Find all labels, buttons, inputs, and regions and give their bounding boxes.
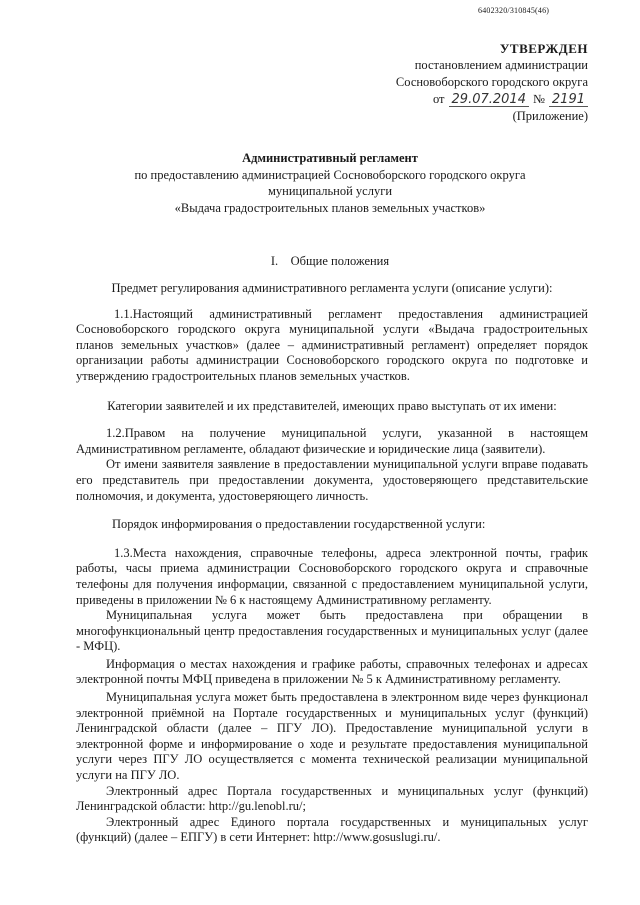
approval-line-2: Сосновоборского городского округа xyxy=(395,75,588,89)
paragraph-portal-lo: Электронный адрес Портала государственных и муниципальных услуг (функций) Ленинградской области: http://gu.lenobl.ru/; xyxy=(76,783,588,814)
subject-heading: Предмет регулирования административного регламента услуги (описание услуги): xyxy=(111,281,553,295)
section-heading: I. Общие положения xyxy=(270,254,390,268)
approval-number-sign: № xyxy=(532,92,545,106)
info-heading: Порядок информирования о предоставлении государственной услуги: xyxy=(112,517,486,532)
approval-date: 29.07.2014 xyxy=(449,93,529,107)
approval-line-1: постановлением администрации xyxy=(414,58,588,72)
paragraph-portal-epgu: Электронный адрес Единого портала государственных и муниципальных услуг (функций) (далее – ЕПГУ) в сети Интернет: http://www.gosuslugi.ru/. xyxy=(76,814,588,845)
approval-from: от xyxy=(432,92,445,106)
paragraph-mfc-info: Информация о местах нахождения и графике работы, справочных телефонах и адресах электронной почты МФЦ приведена в приложении № 5 к Административному регламенту. xyxy=(76,656,588,687)
title-line-1: по предоставлению администрацией Сосновоборского городского округа xyxy=(134,167,526,182)
approval-date-line xyxy=(248,91,588,108)
approval-heading: УТВЕРЖДЕН xyxy=(499,41,588,56)
body-text xyxy=(76,281,588,846)
paragraph-1-3: 1.3.Места нахождения, справочные телефоны, адреса электронной почты, график работы, часы приема администрации Сосновоборского городского округа и справочные телефоны для получения информации, связанной с предоставлением муниципальной услуги, приведены в приложении № 6 к настоящему Административному регламенту. xyxy=(76,545,588,607)
paragraph-1-1: 1.1.Настоящий административный регламент предоставления администрацией Сосновоборского городского округа муниципальной услуги «Выдача градостроительных планов земельных участков» (далее – административный регламент) определяет порядок организации работы администрации Сосновоборского городского округа по подготовке и утверждению градостроительных планов земельных участков. xyxy=(76,306,588,383)
title-line-2: муниципальной услуги xyxy=(267,184,393,198)
paragraph-mfc: Муниципальная услуга может быть предоставлена при обращении в многофункциональный центр предоставления государственных и муниципальных услуг (далее - МФЦ). xyxy=(76,608,588,654)
paragraph-1-2: 1.2.Правом на получение муниципальной услуги, указанной в настоящем Административном регламенте, обладают физические и юридические лица (заявители). xyxy=(76,426,588,456)
paragraph-1-2-representative: От имени заявителя заявление в предоставлении муниципальной услуги вправе подавать его представитель при предоставлении документа, удостоверяющего представительские полномочия, и документа, удостоверяющего личность. xyxy=(76,457,588,503)
approval-appendix: (Приложение) xyxy=(512,109,588,123)
approval-stamp xyxy=(248,40,588,125)
approval-number: 2191 xyxy=(549,93,588,107)
categories-heading: Категории заявителей и их представителей, имеющих право выступать от их имени: xyxy=(107,398,557,413)
document-number: 6402320/310845(46) xyxy=(478,6,550,15)
title-main: Административный регламент xyxy=(242,151,418,165)
title-line-3: «Выдача градостроительных планов земельных участков» xyxy=(174,200,486,215)
paragraph-electronic: Муниципальная услуга может быть предоставлена в электронном виде через функционал электронной приёмной на Портале государственных и муниципальных услуг (функций) Ленинградской области (далее – ПГУ ЛО). Предоставление муниципальной услуги в электронной форме и информирование о ходе и результате предоставления муниципальной услуги через ПГУ ЛО осуществляется с момента технической реализации муниципальной услуги на ПГУ ЛО. xyxy=(76,690,588,783)
document-title xyxy=(60,150,600,216)
